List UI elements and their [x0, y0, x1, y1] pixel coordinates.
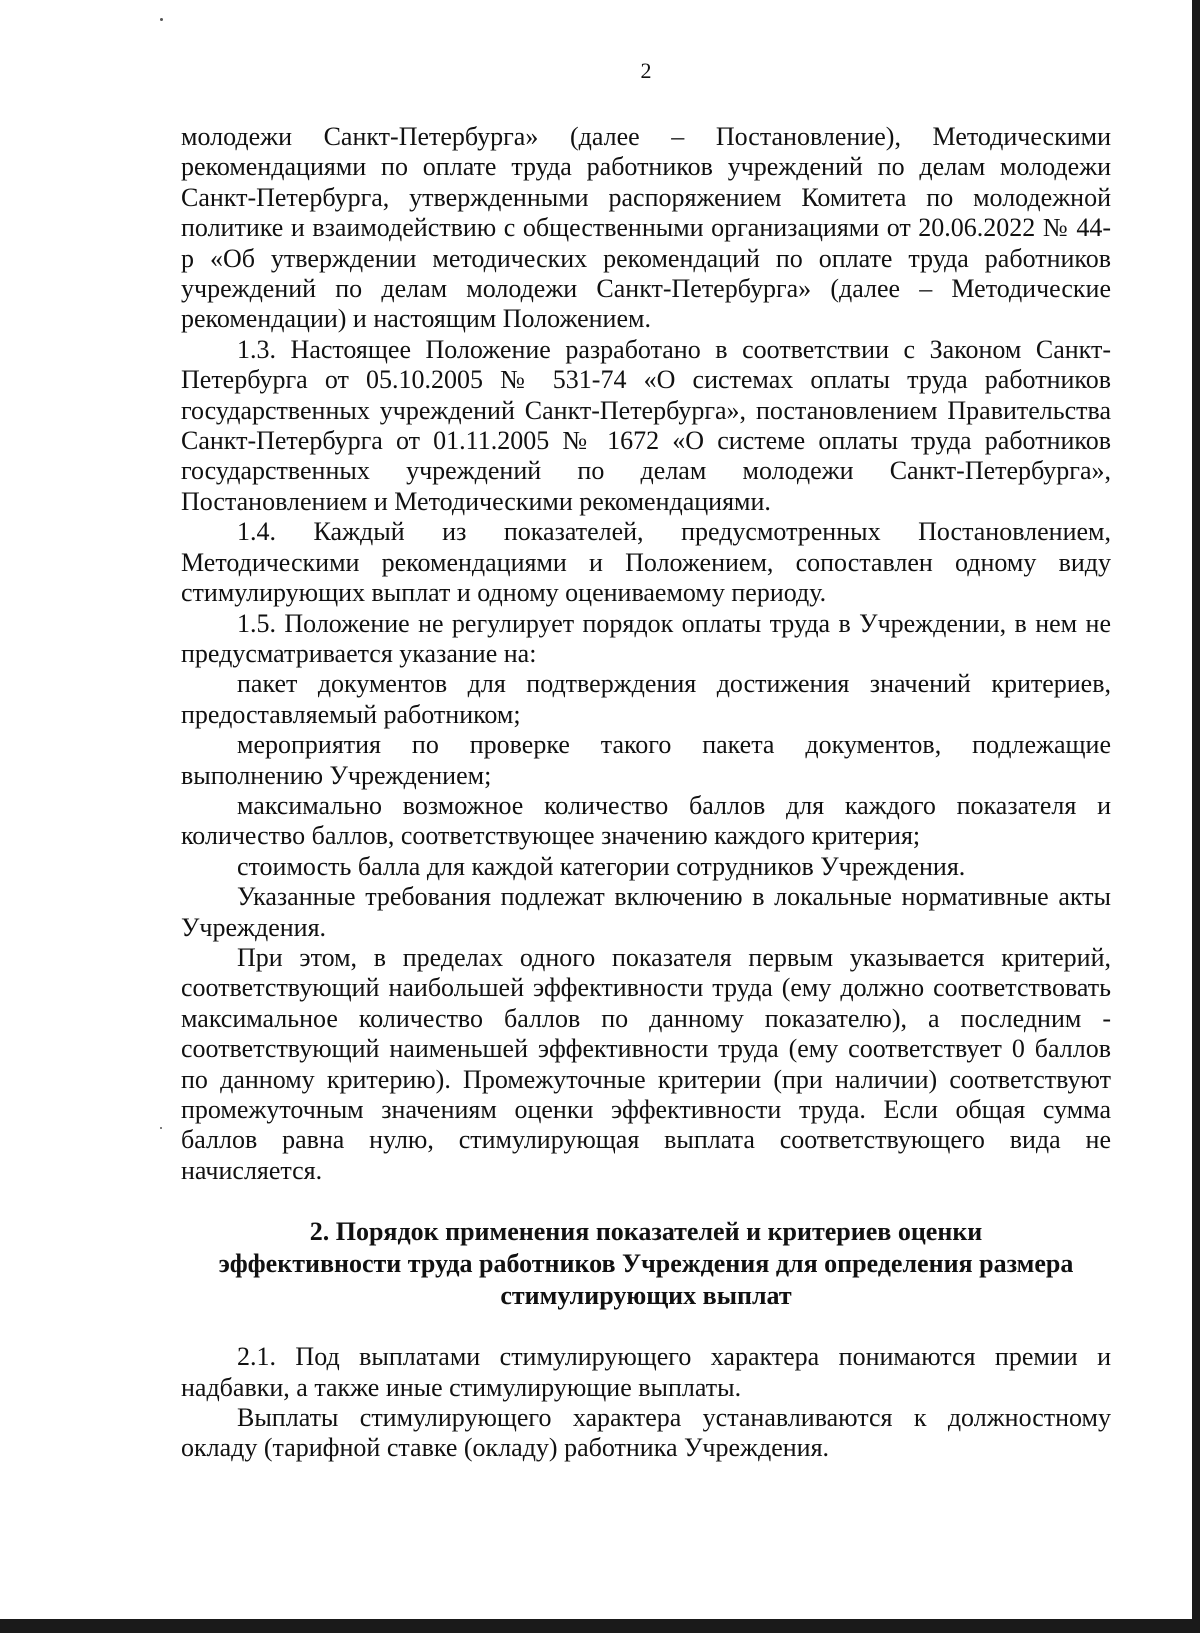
section-heading-line: эффективности труда работников Учреждения для определения размера	[218, 1249, 1074, 1279]
document-page	[181, 58, 1111, 1464]
paragraph-continuation: молодежи Санкт-Петербурга» (далее – Постановление), Методическими рекомендациями по оплате труда работников учреждений по делам молодежи Санкт-Петербурга, утвержденными распоряжением Комитета по молодежной политике и взаимодействию с общественными организациями от 20.06.2022 № 44-р «Об утверждении методических рекомендаций по оплате труда работников учреждений по делам молодежи Санкт-Петербурга» (далее – Методические рекомендации) и настоящим Положением.	[181, 122, 1111, 334]
section-heading-line: 2. Порядок применения показателей и критериев оценки	[309, 1217, 983, 1247]
list-item-verification-measures: мероприятия по проверке такого пакета документов, подлежащие выполнению Учреждением;	[181, 730, 1111, 790]
paragraph-1-3: 1.3. Настоящее Положение разработано в соответствии с Законом Санкт-Петербурга от 05.10.2005 № 531-74 «О системах оплаты труда работников государственных учреждений Санкт-Петербурга», постановлением Правительства Санкт-Петербурга от 01.11.2005 № 1672 «О системе оплаты труда работников государственных учреждений по делам молодежи Санкт-Петербурга», Постановлением и Методическими рекомендациями.	[181, 334, 1111, 516]
list-item-point-cost: стоимость балла для каждой категории сотрудников Учреждения.	[237, 851, 966, 881]
paragraph-1-5: 1.5. Положение не регулирует порядок оплаты труда в Учреждении, в нем не предусматривается указание на:	[181, 608, 1111, 668]
paragraph-1-4: 1.4. Каждый из показателей, предусмотренных Постановлением, Методическими рекомендациями и Положением, сопоставлен одному виду стимулирующих выплат и одному оцениваемому периоду.	[181, 517, 1111, 608]
paragraph-2-1: 2.1. Под выплатами стимулирующего характера понимаются премии и надбавки, а также иные стимулирующие выплаты.	[181, 1342, 1111, 1402]
scan-border-bottom	[0, 1619, 1200, 1633]
scan-speck	[160, 1127, 162, 1129]
section-heading-line: стимулирующих выплат	[500, 1281, 792, 1311]
list-item-max-points: максимально возможное количество баллов для каждого показателя и количество баллов, соответствующее значению каждого критерия;	[181, 790, 1111, 851]
paragraph-criteria-order: При этом, в пределах одного показателя первым указывается критерий, соответствующий наибольшей эффективности труда (ему должно соответствовать максимальное количество баллов по данному показателю), а последним - соответствующий наименьшей эффективности труда (ему соответствует 0 баллов по данному критерию). Промежуточные критерии (при наличии) соответствуют промежуточным значениям оценки эффективности труда. Если общая сумма баллов равна нулю, стимулирующая выплата соответствующего вида не начисляется.	[181, 942, 1111, 1185]
section-heading-2	[181, 1216, 1111, 1312]
scan-speck	[160, 18, 163, 21]
page-number: 2	[640, 58, 652, 83]
list-item-document-package: пакет документов для подтверждения достижения значений критериев, предоставляемый работником;	[181, 669, 1111, 729]
paragraph-requirements: Указанные требования подлежат включению в локальные нормативные акты Учреждения.	[181, 882, 1111, 942]
scan-border-right	[1192, 0, 1200, 1633]
paragraph-incentive-payments: Выплаты стимулирующего характера устанавливаются к должностному окладу (тарифной ставке (окладу) работника Учреждения.	[181, 1403, 1111, 1463]
